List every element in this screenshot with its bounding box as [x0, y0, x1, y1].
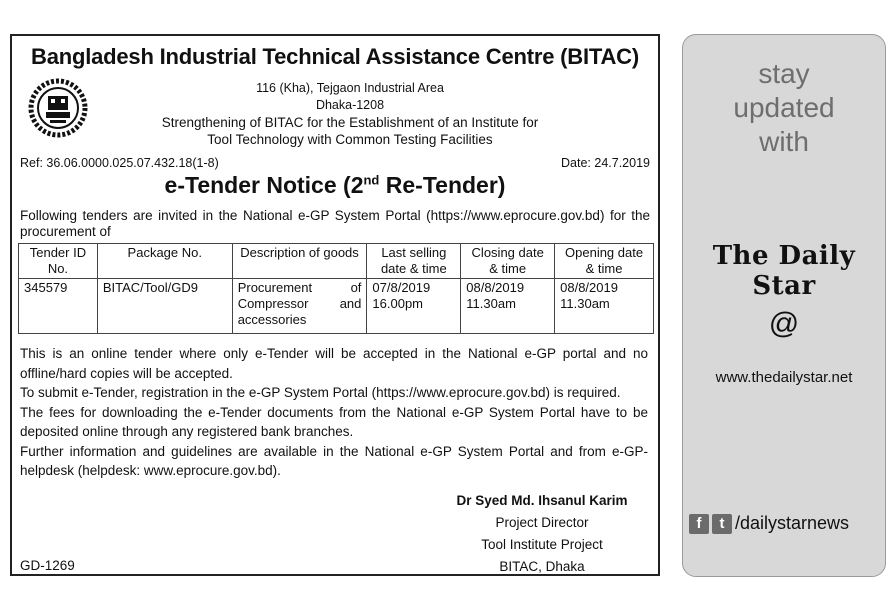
- at-sign: @: [768, 307, 800, 340]
- twitter-icon: t: [712, 514, 732, 534]
- eprocure-link[interactable]: https://www.eprocure.gov.bd: [430, 208, 600, 223]
- table-cell: BITAC/Tool/GD9: [97, 279, 232, 334]
- column-header: Opening date & time: [555, 244, 654, 279]
- column-header: Tender ID No.: [19, 244, 98, 279]
- notice-title: e-Tender Notice (2nd Re-Tender): [164, 172, 506, 198]
- address-block: [122, 80, 578, 148]
- website-url[interactable]: www.thedailystar.net: [715, 369, 853, 386]
- body-paragraph: This is an online tender where only e-Tender will be accepted in the National e-GP portal and no offline/hard copies will be accepted.: [20, 346, 648, 381]
- intro-text: Following tenders are invited in the National e-GP System Portal (https://www.eprocure.gov.bd) for the procurement of: [20, 208, 650, 239]
- tender-notice: [10, 34, 660, 576]
- facebook-icon: f: [689, 514, 709, 534]
- table-cell: Procurement of Compressor and accessories: [232, 279, 367, 334]
- column-header: Package No.: [97, 244, 232, 279]
- body-paragraph: The fees for downloading the e-Tender documents from the National e-GP System Portal have to be deposited online through any registered bank branches.: [20, 404, 648, 439]
- project-line: Tool Technology with Common Testing Facilities: [207, 132, 493, 147]
- daily-star-ad[interactable]: [682, 34, 886, 577]
- notice-body: [20, 344, 648, 481]
- social-handle-text: /dailystarnews: [735, 513, 850, 533]
- address-line: 116 (Kha), Tejgaon Industrial Area: [256, 81, 444, 95]
- project-line: Strengthening of BITAC for the Establishment of an Institute for: [161, 115, 539, 130]
- tender-table: [18, 243, 654, 334]
- column-header: Closing date & time: [461, 244, 555, 279]
- signatory-project: Tool Institute Project: [481, 537, 603, 552]
- bitac-emblem-icon: [28, 78, 88, 138]
- eprocure-link[interactable]: https://www.eprocure.gov.bd: [376, 385, 546, 400]
- table-header-row: [19, 244, 654, 279]
- reference-number: Ref: 36.06.0000.025.07.432.18(1-8): [20, 156, 219, 170]
- signature-block: [432, 490, 652, 578]
- column-header: Last selling date & time: [367, 244, 461, 279]
- ad-tagline: stay updated with: [733, 58, 835, 157]
- notice-code: GD-1269: [20, 558, 75, 573]
- table-cell: 08/8/2019 11.30am: [555, 279, 654, 334]
- daily-star-logo: The Daily Star: [712, 241, 856, 301]
- signatory-name: Dr Syed Md. Ihsanul Karim: [456, 493, 628, 508]
- notice-date: Date: 24.7.2019: [561, 156, 650, 170]
- signatory-org: BITAC, Dhaka: [499, 559, 585, 574]
- organization-name: Bangladesh Industrial Technical Assistance Centre (BITAC): [31, 44, 639, 69]
- table-cell: 08/8/2019 11.30am: [461, 279, 555, 334]
- body-paragraph: To submit e-Tender, registration in the e-GP System Portal (https://www.eprocure.gov.bd) is required.: [20, 385, 621, 400]
- table-cell: 07/8/2019 16.00pm: [367, 279, 461, 334]
- column-header: Description of goods: [232, 244, 367, 279]
- signatory-title: Project Director: [495, 515, 589, 530]
- helpdesk-link[interactable]: www.eprocure.gov.bd: [143, 463, 273, 478]
- social-handle[interactable]: [689, 513, 881, 534]
- address-line: Dhaka-1208: [315, 98, 385, 112]
- table-cell: 345579: [19, 279, 98, 334]
- table-row: [19, 279, 654, 334]
- body-paragraph: Further information and guidelines are available in the National e-GP System Portal and from e-GP-helpdesk (helpdesk: www.eprocure.gov.bd).: [20, 443, 648, 478]
